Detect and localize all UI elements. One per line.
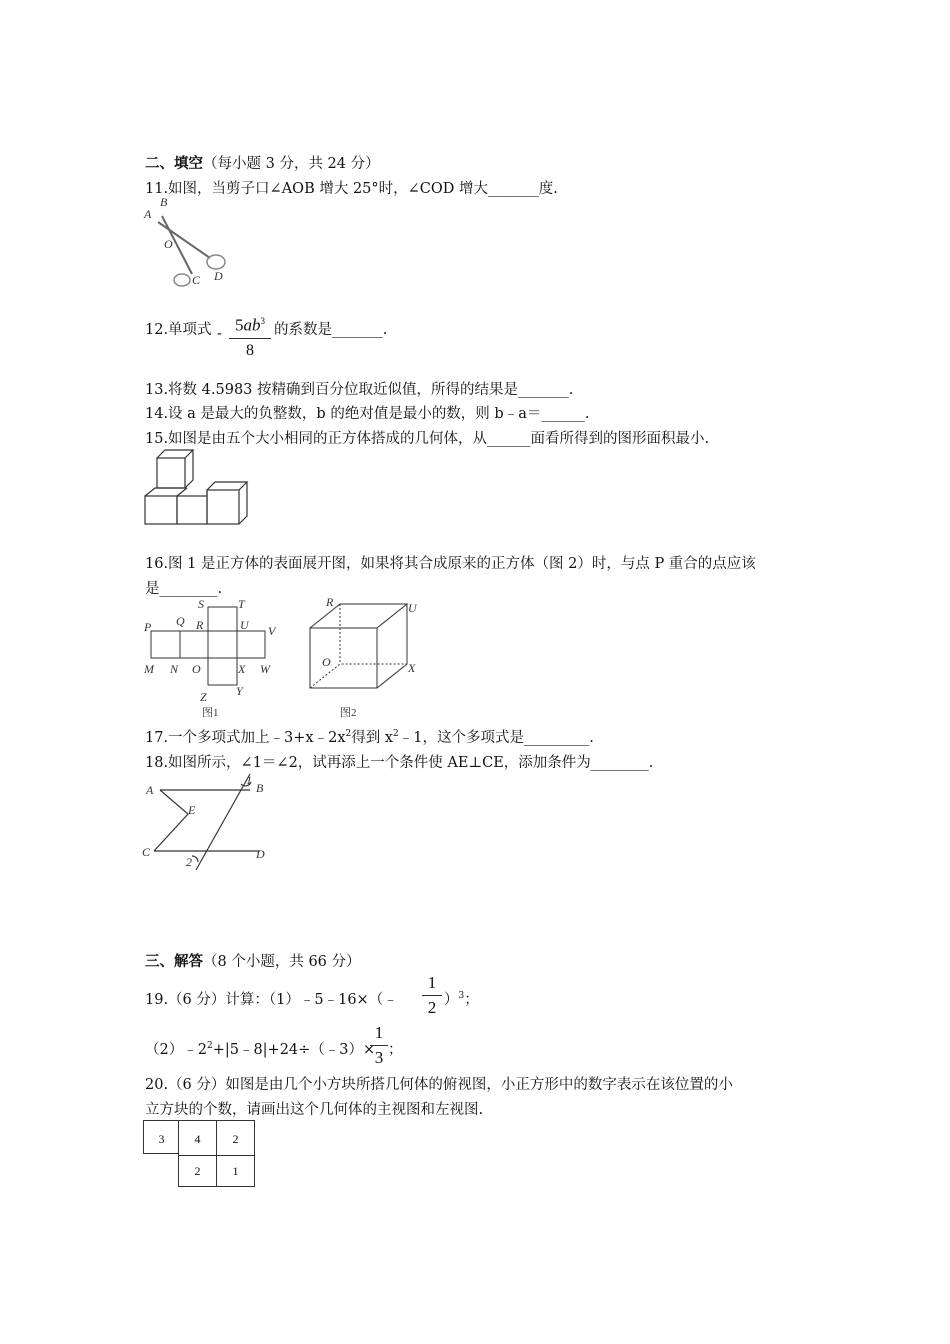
net-label-w: W xyxy=(260,662,270,676)
question-14: 14.设 a 是最大的负整数，b 的绝对值是最小的数，则 b﹣a＝______. xyxy=(145,406,590,422)
angle-label-d: D xyxy=(256,847,265,861)
question-19-part2-end: ； xyxy=(388,1042,403,1058)
angle-label-c: C xyxy=(142,845,151,859)
net-label-r: R xyxy=(196,618,204,632)
cube-stack-figure xyxy=(143,448,253,528)
question-16-line2: 是________. xyxy=(145,581,223,597)
question-11: 11.如图，当剪子口∠AOB 增大 25°时，∠COD 增大_______度. xyxy=(145,181,558,197)
section3-heading xyxy=(145,950,361,971)
question-12-prefix: 12.单项式 xyxy=(145,322,212,338)
angle-figure xyxy=(138,772,278,872)
scissors-label-b: B xyxy=(160,196,168,209)
question-19-part1-a: 19.（6 分）计算：（1）﹣5﹣16×（﹣ xyxy=(145,992,398,1008)
question-18: 18.如图所示，∠1＝∠2，试再添上一个条件使 AE⊥CE，添加条件为________. xyxy=(145,755,654,771)
net-label-s: S xyxy=(198,598,204,611)
net-label-p: P xyxy=(144,620,152,634)
angle-label-b: B xyxy=(256,781,264,795)
net-label-u: U xyxy=(240,618,249,632)
net-label-y: Y xyxy=(236,684,243,698)
grid-cell: 2 xyxy=(178,1155,217,1187)
question-20-line2: 立方块的个数，请画出这个几何体的主视图和左视图. xyxy=(145,1102,484,1118)
grid-cell: 4 xyxy=(178,1120,217,1156)
fraction-denominator: 8 xyxy=(246,341,254,359)
grid-cell: 3 xyxy=(143,1120,179,1154)
grid-cell: 2 xyxy=(216,1120,255,1156)
cube-label-x: X xyxy=(408,661,416,675)
angle-label-a: A xyxy=(146,783,154,797)
net-label-t: T xyxy=(238,598,245,611)
scissors-label-o: O xyxy=(164,237,173,251)
net-label-v: V xyxy=(268,624,276,638)
section2-heading xyxy=(145,152,380,173)
scissors-figure xyxy=(140,196,240,291)
scissors-label-a: A xyxy=(144,207,152,221)
cube-net-figure xyxy=(140,598,290,718)
grid-cell: 1 xyxy=(216,1155,255,1187)
section3-note: （8 个小题，共 66 分） xyxy=(203,954,361,970)
fraction-bar xyxy=(229,338,271,339)
question-16-line1: 16.图 1 是正方体的表面展开图，如果将其合成原来的正方体（图 2）时，与点 P 重合的点应该 xyxy=(145,556,756,572)
section3-title: 三、解答 xyxy=(145,953,203,970)
angle-label-1: 1 xyxy=(246,773,252,787)
angle-label-2: 2 xyxy=(186,855,192,869)
question-12-suffix: 的系数是_______. xyxy=(274,322,388,338)
question-15: 15.如图是由五个大小相同的正方体搭成的几何体，从______面看所得到的图形面积最小. xyxy=(145,431,710,447)
question-12-minus: - xyxy=(217,326,222,342)
figure2-caption: 图2 xyxy=(340,707,357,718)
question-19-fraction2: 1 3 xyxy=(370,1022,388,1069)
cube-figure xyxy=(300,596,430,718)
figure1-caption: 图1 xyxy=(202,707,219,718)
cube-label-r: R xyxy=(326,596,334,609)
question-19-fraction1: 1 2 xyxy=(422,972,442,1019)
net-label-z: Z xyxy=(200,690,207,704)
angle-label-e: E xyxy=(188,803,196,817)
cube-label-u: U xyxy=(408,601,417,615)
cube-label-o: O xyxy=(322,655,331,669)
net-label-x: X xyxy=(238,662,246,676)
scissors-label-d: D xyxy=(214,269,223,283)
section2-title: 二、填空 xyxy=(145,155,203,172)
question-19-part2: $(2)﹣2^2+|5﹣8|+24\div(﹣3)\times$ xyxy=(145,1041,376,1058)
scissors-label-c: C xyxy=(192,273,201,287)
net-label-o: O xyxy=(192,662,201,676)
net-label-n: N xyxy=(170,662,179,676)
section2-note: （每小题 3 分，共 24 分） xyxy=(203,156,380,172)
net-label-m: M xyxy=(144,662,154,676)
question-19-part1-b: ）$^3$； xyxy=(444,991,479,1008)
fraction-numerator: $5ab^3$ xyxy=(235,315,265,335)
net-label-q: Q xyxy=(176,614,185,628)
question-17: 17.一个多项式加上$﹣3+x﹣2x^2$得到 $x^2﹣1$，这个多项式是_________. xyxy=(145,729,594,746)
question-12-fraction xyxy=(229,310,271,362)
question-13: 13.将数 4.5983 按精确到百分位取近似值，所得的结果是_______. xyxy=(145,382,574,398)
question-20-line1: 20.（6 分）如图是由几个小方块所搭几何体的俯视图，小正方形中的数字表示在该位置的小 xyxy=(145,1077,733,1093)
